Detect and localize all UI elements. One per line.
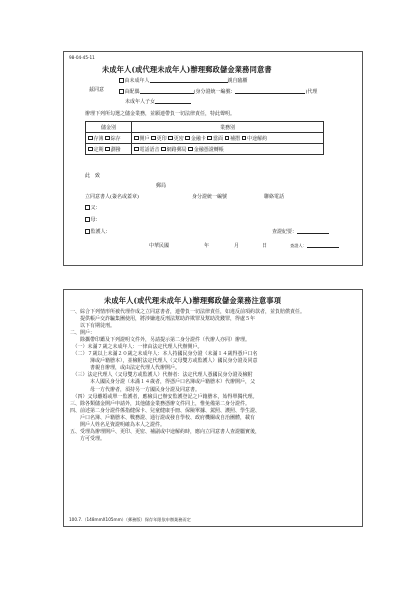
service-type-header: 業務別 — [132, 122, 324, 133]
service-checkbox[interactable] — [242, 136, 247, 141]
consenter-label: 茲同意 — [89, 87, 105, 93]
service-checkbox[interactable] — [225, 136, 230, 141]
service-checkbox[interactable] — [185, 136, 190, 141]
spouse-checkbox[interactable] — [119, 89, 124, 94]
consent-form-card — [63, 51, 363, 266]
row-spouse-id-label: (身分證統一編號： — [193, 89, 236, 95]
addressee-line1: 此 致 — [85, 173, 101, 179]
row-self-suffix: 親自臨櫃 — [227, 78, 248, 84]
signer-father: 父： — [85, 204, 101, 211]
notes-line: （一）未滿７歲之未成年人：一律由法定代理人代辦開戶。 — [70, 344, 203, 351]
notes-line: （二）７歲以上未滿２０歲之未成年人：本人持國民身分證（未滿１４歲得憑戶口名 — [70, 351, 258, 358]
notes-line: 戶口名簿、戶籍謄本、戰務證、通行證或發自學校、政府機關或自治團體，載有 — [70, 414, 256, 421]
date-month: 月 — [234, 243, 240, 249]
savings-checkbox[interactable] — [105, 147, 110, 152]
service-checkbox[interactable] — [161, 147, 166, 152]
row-self-label: 由未成年人 — [124, 78, 150, 84]
notes-list — [70, 309, 358, 443]
notes-line: 三、除各類儲金開戶申請外，其他儲金業務憑辦文件同上，惟免備第二身分證件。 — [70, 400, 251, 407]
service-checkbox[interactable] — [134, 147, 139, 152]
savings-type-row2: 定期 劃撥 — [86, 144, 132, 155]
date-day: 日 — [262, 243, 268, 249]
date-year: 年 — [204, 243, 210, 249]
notes-line: 以下有期徒刑。 — [70, 323, 116, 330]
service-checkbox[interactable] — [188, 147, 193, 152]
signer-header-col1: 立同意書人(簽名或蓋章) — [85, 194, 139, 200]
form-code: 98-04-45-11 — [69, 55, 95, 60]
notes-line: 開戶人姓名足資證明確為本人之證件。 — [70, 421, 166, 428]
notes-line: 五、受理為辦理開戶、更印、更密、補副或中途解約時，應向立同意書人查證屬實後， — [70, 428, 261, 435]
service-row1: 開戶 更印 更密 金融卡 當面 補摺 中途解約 — [132, 133, 324, 144]
row-child — [125, 98, 191, 105]
father-checkbox[interactable] — [85, 205, 90, 210]
signer-header-col2: 身分證統一編號 — [192, 194, 228, 200]
spouse-name-blank[interactable] — [140, 90, 194, 94]
savings-checkbox[interactable] — [88, 136, 93, 141]
notes-card — [63, 289, 363, 527]
notes-line: 方可受理。 — [70, 435, 106, 442]
signer-mother: 母： — [85, 216, 101, 223]
savings-type-row1: 存簿 綜存 — [86, 133, 132, 144]
spouse-id-blank[interactable] — [235, 90, 305, 94]
signer-header-col3: 聯絡電話 — [264, 194, 285, 200]
row-self — [119, 77, 248, 84]
notes-footer: 100.7.（148mmX105mm）（郵務版）保存年限依申辦業務而定 — [69, 517, 191, 522]
notes-line: 四、前述第二身分證件係指健保卡、兒童健康手冊、保險單據、駕照、護照、學生證、 — [70, 407, 261, 414]
notes-line: 除攜帶印鑑及下列證明文件外，另請提示第二身分證件（代辦人亦同）辦理。 — [70, 337, 251, 344]
service-checkbox[interactable] — [207, 136, 212, 141]
verifier-blank[interactable] — [307, 244, 339, 248]
service-checkbox[interactable] — [134, 136, 139, 141]
notes-line: 母一方代辦者，須持另一方國民身分證及同意書。 — [70, 386, 201, 393]
notes-line: 一、綜合下列情形所被代理作成之立同意書者，連帶負一切法律責任，如違反前項約款者，並負賠償責任。 — [70, 309, 306, 315]
notes-line: 二、開戶： — [70, 330, 96, 337]
notes-line: 提供帳戶交詐騙集團使用，將涉嫌違反刑法幫助詐欺罪及幫助洗錢罪，得處５年 — [70, 316, 256, 323]
row-spouse — [119, 88, 317, 95]
savings-checkbox[interactable] — [88, 147, 93, 152]
row-child-label: 未成年人子女 — [125, 99, 156, 105]
signer-guardian: 監護人： — [85, 228, 111, 235]
notes-line: （三）法定代理人（父母雙方或監護人）代辦者：法定代理人憑國民身分證及檢附 — [70, 372, 253, 379]
verifier: 查證人： — [290, 243, 339, 249]
notes-line: 簿或戶籍謄本），並檢附法定代理人（父母雙方或監護人）國民身分證及同意 — [70, 358, 258, 365]
statement: 辦理下列所勾選之儲金業務，並願連帶負一切法律責任，特此聲明。 — [85, 111, 236, 117]
savings-checkbox[interactable] — [105, 136, 110, 141]
row-spouse-label: 由配偶 — [124, 89, 140, 95]
service-checkbox[interactable] — [151, 136, 156, 141]
date-era: 中華民國 — [149, 243, 170, 249]
service-checkbox[interactable] — [168, 136, 173, 141]
notes-line: 書親自辦理，或由法定代理人代辦開戶。 — [70, 365, 181, 372]
checked-by-blank[interactable] — [297, 230, 329, 234]
self-name-blank[interactable] — [150, 79, 228, 83]
addressee-line2: 郵局 — [156, 183, 167, 189]
notes-line: （四）父母離婚或單一監護者，應檢具已辦安監護登記之戶籍謄本，始得單獨代理。 — [70, 393, 258, 400]
child-name-blank[interactable] — [155, 100, 191, 104]
notes-title: 未成年人(或代理未成年人)辦理郵政儲金業務注意事項 — [104, 296, 282, 305]
checked-by: 查證紀要： — [272, 228, 329, 235]
savings-type-header: 儲金別 — [86, 122, 132, 133]
notes-line: 本人國民身分證（未滿１４歲者，得憑戶口名簿或戶籍謄本）代辦開戶，父 — [70, 379, 256, 386]
service-row2: 電話語音 網路郵局 金融憑證轉帳 — [132, 144, 324, 155]
self-checkbox[interactable] — [119, 78, 124, 83]
guardian-checkbox[interactable] — [85, 229, 90, 234]
mother-checkbox[interactable] — [85, 217, 90, 222]
form-title: 未成年人(或代理未成年人)辦理郵政儲金業務同意書 — [102, 65, 272, 74]
business-table — [85, 121, 324, 155]
row-spouse-suffix: )代理 — [305, 89, 318, 95]
